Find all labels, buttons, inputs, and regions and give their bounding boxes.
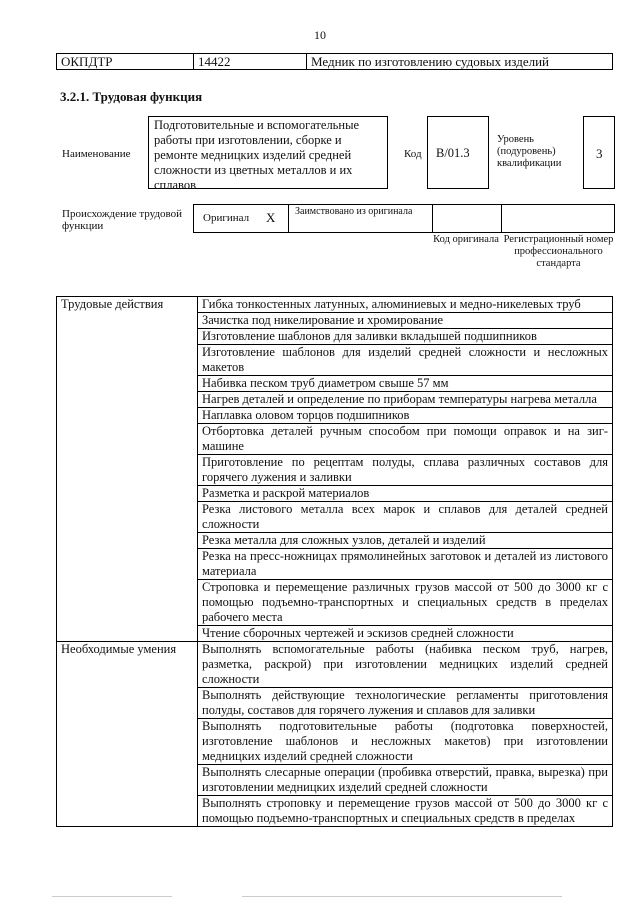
labor-action-row-text: Наплавка оловом торцов подшипников [198, 408, 613, 424]
origin-row [193, 204, 615, 233]
origin-reg-cell [502, 205, 615, 232]
skill-row [57, 642, 613, 688]
okpdtr-name: Медник по изготовлению судовых изделий [307, 54, 613, 70]
labor-action-row-text: Изготовление шаблонов для изделий средней сложности и несложных макетов [198, 345, 613, 376]
labor-action-row-text: Резка листового металла всех марок и сплавов для деталей средней сложности [198, 502, 613, 533]
qualification-level-value: 3 [583, 116, 615, 189]
labor-action-row-text: Нагрев деталей и определение по приборам температуры нагрева металла [198, 392, 613, 408]
labor-action-row-text: Гибка тонкостенных латунных, алюминиевых и медно-никелевых труб [198, 297, 613, 313]
labor-action-row [57, 297, 613, 313]
skill-row-text: Выполнять строповку и перемещение грузов массой от 500 до 3000 кг с помощью подъемно-транспортных и специальных средств в пределах [198, 796, 613, 827]
bottom-rule-right [242, 896, 562, 897]
code-original-label: Код оригинала [433, 234, 499, 245]
function-code-value: B/01.3 [427, 116, 489, 189]
labor-action-row-text: Строповка и перемещение различных грузов массой от 500 до 3000 кг с помощью подъемно-транспортных и специальных средств в пределах рабочего места [198, 580, 613, 626]
labor-action-row-text: Зачистка под никелирование и хромирование [198, 313, 613, 329]
reg-number-label: Регистрационный номер профессионального стандарта [503, 234, 614, 269]
skills-label: Необходимые умения [57, 642, 198, 827]
page-number: 10 [314, 28, 326, 42]
function-name-label: Наименование [62, 148, 131, 160]
skill-row-text: Выполнять подготовительные работы (подготовка поверхностей, изготовление шаблонов и несложных макетов) при изготовлении медницких изделий средней сложности [198, 719, 613, 765]
qualification-level-label: Уровень (подуровень) квалификации [497, 134, 562, 169]
function-content-table [56, 296, 613, 827]
okpdtr-label: ОКПДТР [57, 54, 194, 70]
skill-row-text: Выполнять слесарные операции (пробивка отверстий, правка, вырезка) при изготовлении медницких изделий средней сложности [198, 765, 613, 796]
okpdtr-code: 14422 [194, 54, 307, 70]
origin-original-cell [193, 205, 289, 232]
okpdtr-table [56, 53, 613, 70]
labor-action-row-text: Набивка песком труб диаметром свыше 57 мм [198, 376, 613, 392]
bottom-rule-left [52, 896, 172, 897]
skill-row-text: Выполнять вспомогательные работы (набивка песком труб, нагрев, разметка, раскрой) при изготовлении медницких изделий средней сложности [198, 642, 613, 688]
skill-row-text: Выполнять действующие технологические регламенты приготовления полуды, составов для горячего лужения и сплавов для заливки [198, 688, 613, 719]
origin-label: Происхождение трудовой функции [62, 208, 183, 232]
labor-action-row-text: Разметка и раскрой материалов [198, 486, 613, 502]
function-name-value: Подготовительные и вспомогательные работы при изготовлении, сборке и ремонте медницких изделий средней сложности из цветных металлов и их сплавов [148, 116, 388, 189]
origin-original-label: Оригинал [203, 212, 250, 224]
labor-action-row-text: Чтение сборочных чертежей и эскизов средней сложности [198, 626, 613, 642]
labor-action-row-text: Приготовление по рецептам полуды, сплава различных составов для горячего лужения и заливки [198, 455, 613, 486]
labor-action-row-text: Резка на пресс-ножницах прямолинейных заготовок и деталей из листового материала [198, 549, 613, 580]
labor-action-row-text: Отбортовка деталей ручным способом при помощи оправок и на зиг-машине [198, 424, 613, 455]
labor-action-row-text: Изготовление шаблонов для заливки вкладышей подшипников [198, 329, 613, 345]
origin-code-cell [432, 205, 502, 232]
function-code-label: Код [404, 148, 422, 160]
section-title: 3.2.1. Трудовая функция [60, 89, 203, 104]
origin-original-mark: X [266, 210, 276, 225]
labor-actions-label: Трудовые действия [57, 297, 198, 642]
labor-action-row-text: Резка металла для сложных узлов, деталей и изделий [198, 533, 613, 549]
origin-borrowed-label: Заимствовано из оригинала [295, 206, 413, 217]
